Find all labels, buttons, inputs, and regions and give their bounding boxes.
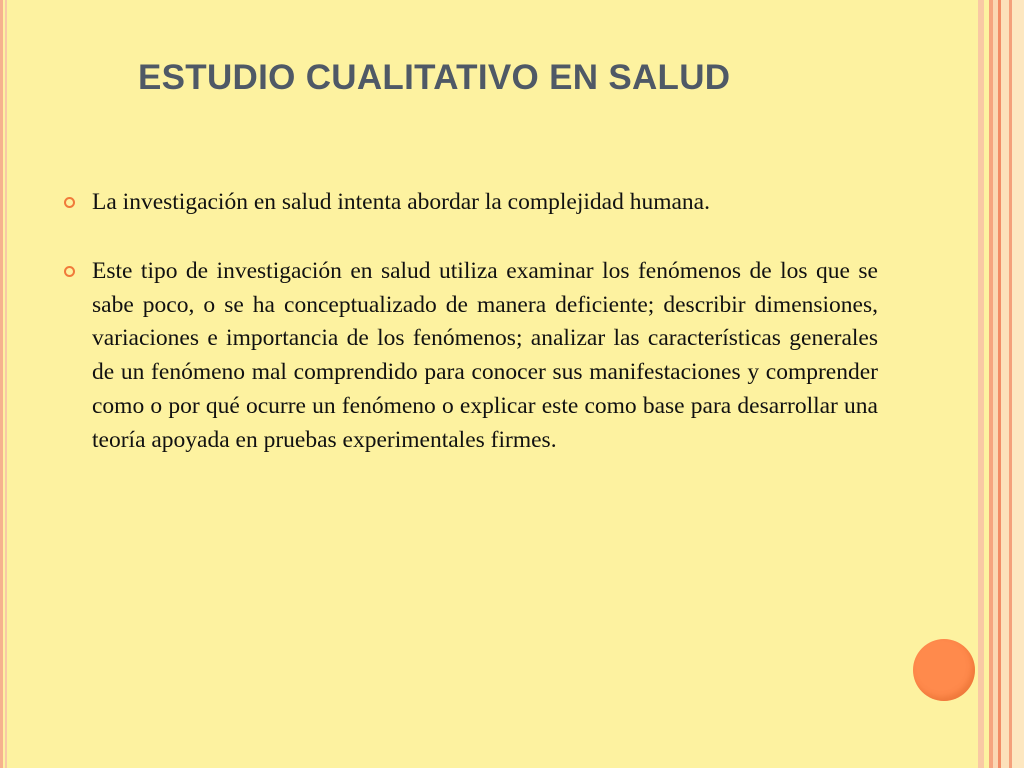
bullet-text: Este tipo de investigación en salud utiliza examinar los fenómenos de los que se sabe poco, o se ha conceptualizado de manera deficiente; describir dimensiones, variaciones e importancia de los fenómenos; analizar las características generales de un fenómeno mal comprendido para conocer sus manifestaciones y comprender como o por qué ocurre un fenómeno o explicar este como base para desarrollar una teoría apoyada en pruebas experimentales firmes. (92, 257, 878, 453)
right-decor-stripe (1001, 0, 1009, 768)
left-border-stripe (0, 0, 3, 768)
bullet-text: La investigación en salud intenta abordar la complejidad humana. (92, 189, 710, 215)
bullet-item (60, 255, 878, 458)
bullet-list (60, 186, 878, 493)
bullet-circle-icon (64, 266, 75, 277)
left-border-stripe-inner (5, 0, 7, 768)
slide-title: ESTUDIO CUALITATIVO EN SALUD (138, 58, 731, 97)
decorative-circle-icon (913, 639, 975, 701)
bullet-circle-icon (64, 197, 75, 208)
bullet-item (60, 186, 878, 220)
right-decor-stripe (1012, 0, 1024, 768)
